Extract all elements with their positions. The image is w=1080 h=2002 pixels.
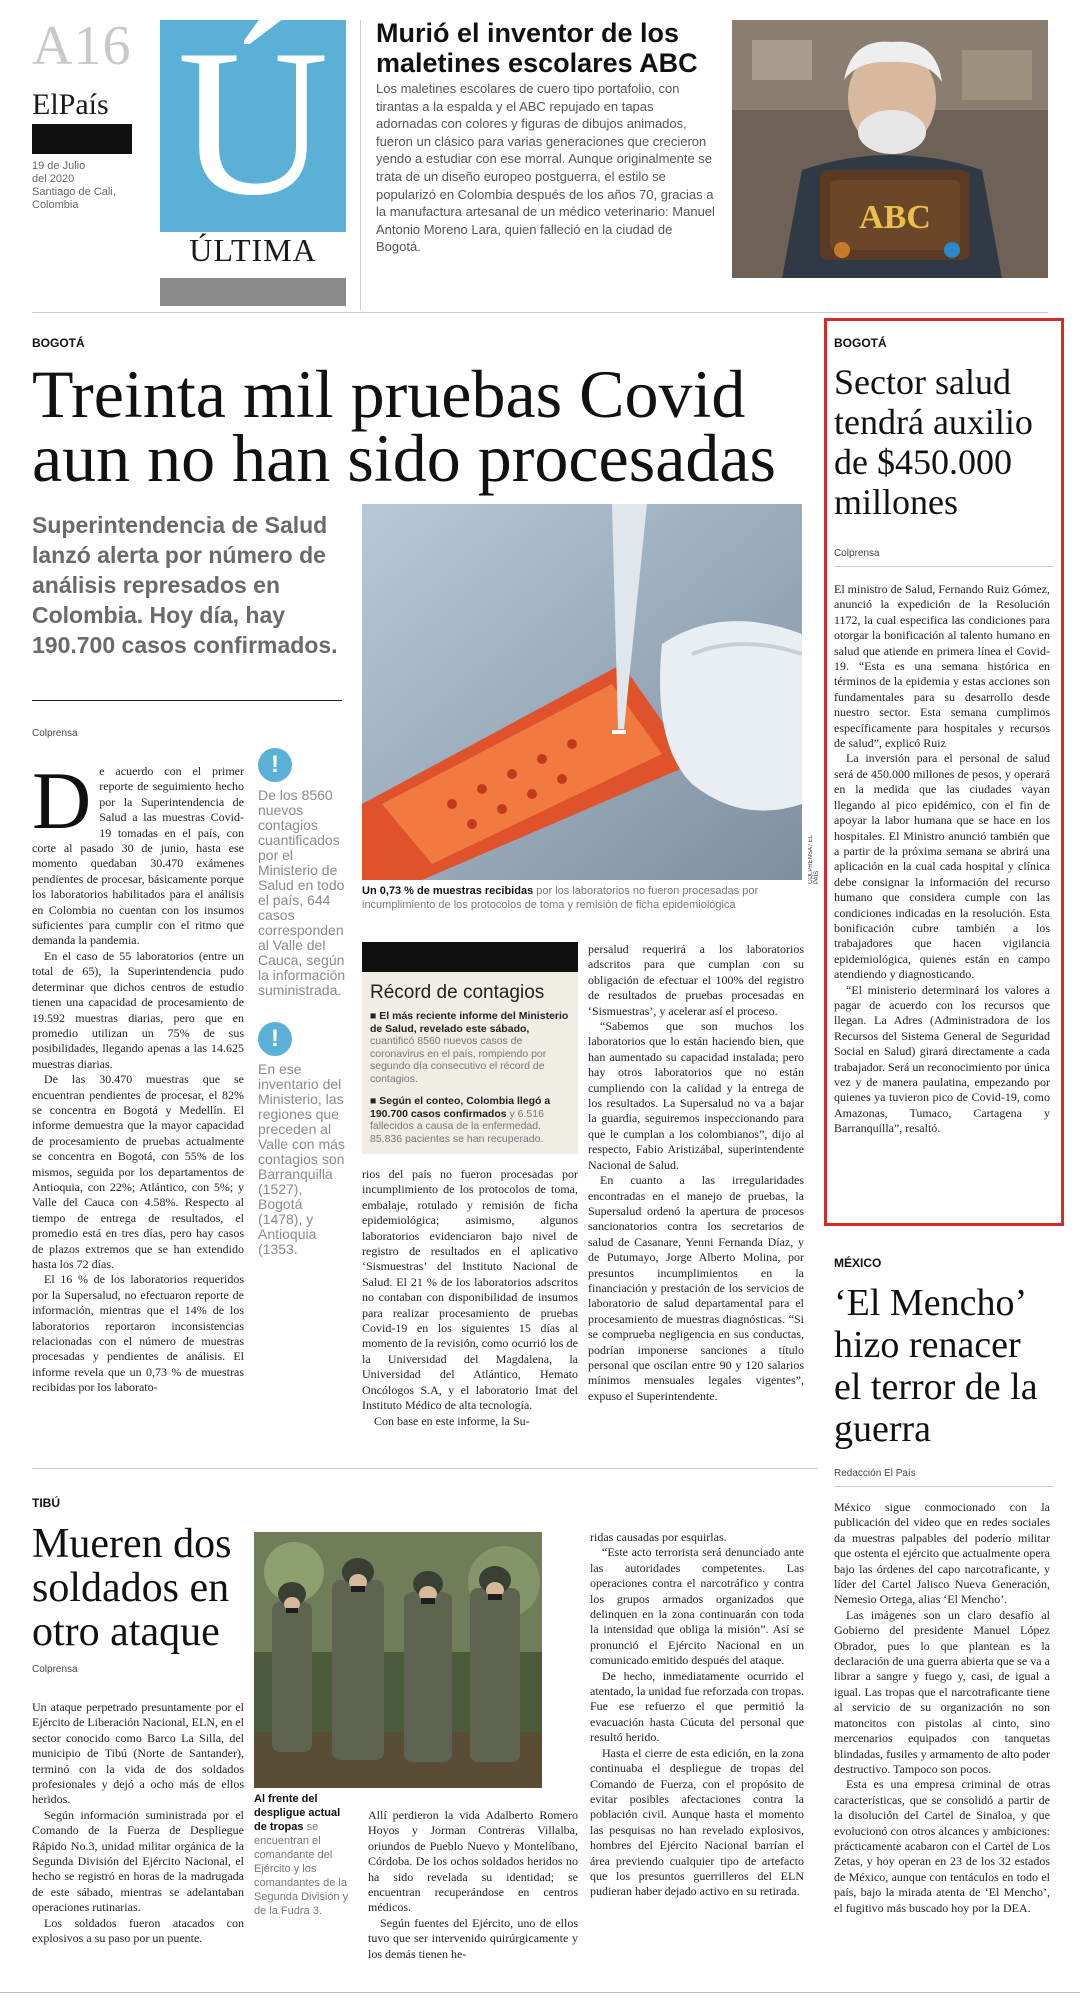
main-story-paragraph: Con base en este informe, la Su- xyxy=(374,1413,530,1428)
top-story-body: Los maletines escolares de cuero tipo portafolio, con tirantas a la espalda y el ABC repujado en tapas adornadas con colores y figuras de dibujos animados, fueron un clásico para varias generaciones que crecieron yendo a estudiar con ese morral. Aunque originalmente se trata de un diseño europeo postguerra, el estilo se popularizó en Colombia después de los años 70, gracias a la manufactura artesanal de un médico veterinario: Manuel Antonio Moreno Lara, quien falleció en la ciudad de Bogotá. xyxy=(376,81,715,255)
page-bottom-rule xyxy=(0,1992,1080,1993)
bottom-story-paragraph: Un ataque perpetrado presuntamente por el Ejército de Liberación Nacional, ELN, en el sector conocido como Barco La Silla, del municipio de Tibú (Norte de Santander), terminó con la vida de dos soldados profesionales y dejó a ocho más de ellos heridos. xyxy=(32,1700,244,1807)
photo-credit: COLPRENSA / EL PAÍS xyxy=(808,835,820,884)
main-story-paragraph: El 16 % de los laboratorios requeridos por la Supersalud, no efectuaron reporte de información, mientras que el 14% de los laboratorios reportaron inconsistencias relacionadas con el número de muestras procesadas y pendientes de análisis. El informe revela que un 0,73 % de muestras recibidas por los laborato- xyxy=(32,1272,244,1395)
right-story-2-kicker: MÉXICO xyxy=(834,1256,882,1270)
right-story-2-byline: Redacción El País xyxy=(834,1468,916,1479)
bottom-story-paragraph: “Este acto terrorista será denunciado ante las autoridades competentes. Las operaciones contra el narcotráfico y contra los grupos armados organizados que delinquen en la zona continuarán con toda la intensidad que obliga la misión”. Así se pronunció el Ejército Nacional en un comunicado emitido después del ataque. xyxy=(590,1545,804,1668)
bottom-story-column-3 xyxy=(590,1530,804,1900)
bottom-rule xyxy=(32,1468,818,1469)
bottom-story-kicker: TIBÚ xyxy=(32,1496,60,1510)
record-item: ■ El más reciente informe del Ministerio de Salud, revelado este sábado, cuantificó 8560 nuevos casos de coronavirus en el país, rompiendo por segundo día consecutivo el récord de contagios. xyxy=(370,1010,569,1085)
pipette-lab-photo xyxy=(362,504,802,880)
bottom-story-paragraph: ridas causadas por esquirlas. xyxy=(590,1530,727,1544)
caption-bold: Al frente del despligue actual de tropas xyxy=(254,1793,341,1833)
bottom-story-column-2 xyxy=(368,1808,578,1962)
newspaper-brand: ElPaís xyxy=(32,88,109,121)
bottom-story-paragraph: Los soldados fueron atacados con explosivos a su paso por un puente. xyxy=(32,1915,244,1946)
record-item-text: cuantificó 8560 nuevos casos de coronavirus en el país, rompiendo por segundo día consecutivo el récord de contagios. xyxy=(370,1035,547,1085)
right-story-2-paragraph: Las imágenes son un claro desafío al Gobierno del presidente Manuel López Obrador, pues lo que plantean es la declaración de una guerra abierta que se va a librar a sangre y fuego y, casi, de igual a igual. Las tropas que el narcotraficante tiene al servicio de su organización no son matoncitos con pistolas al cinto, sino mercenarios equipados con tanquetas blindadas, fusiles y armamento de alto poder destructivo. Tampoco son pocos. xyxy=(834,1607,1050,1776)
section-logo-letter: Ú xyxy=(177,7,329,239)
bottom-story-headline[interactable]: Mueren dos soldados en otro ataque xyxy=(32,1521,232,1655)
record-item-bold: Según el conteo, Colombia llegó a 190.700 casos confirmados xyxy=(370,1095,551,1120)
main-story-headline[interactable]: Treinta mil pruebas Covid aun no han sido procesadas xyxy=(32,356,777,496)
main-story-column-1 xyxy=(32,755,244,1396)
right-story-paragraph: La inversión para el personal de salud será de 450.000 millones de pesos, y operará en la medida que las ciudades vayan llegando al pico epidémico, con el fin de apoyar la labor humana que se hace en los hospitales. El Ministro anunció también que a partir de la próxima semana se abrirá una aplicación en la cual cada hospital y clínica debe consignar la información del recurso humano que considera cumple con las condiciones indicadas en la resolución. Esta bonificación cubre también a los trabajadores que hacen vigilancia epidemiológica, quienes están en campo atendiendo y diagnosticando. xyxy=(834,751,1050,982)
main-story-paragraph: De las 30.470 muestras que se encuentran pendientes de procesar, el 82% se concentra en Bogotá y Medellín. El informe demuestra que la mayor capacidad de procesamiento de pruebas actualmente se concentra en Bogotá, con 55% de los mismos, seguida por los departamentos de Antioquia, con 22%; Atlántico, con 5%; y Valle del Cauca con 4.58%. Respecto al tiempo de entrega de resultados, el promedio está en tres días, pero hay casos de plazos extremos que se han extendido hasta los 72 días. xyxy=(32,1072,244,1271)
section-name: ÚLTIMA xyxy=(189,232,317,268)
right-story-2-rule xyxy=(834,1486,1054,1487)
right-story-2-paragraph: Esta es una empresa criminal de otras características, que se consolidó a partir de la disolución del Cartel de Sinaloa, y que evolucionó con otros alcances y ambiciones: prácticamente acabaron con el Cartel de Los Zetas, y hoy operan en 23 de los 32 estados de México, aunque con tentáculos en todo el país, bajo la mirada atenta de ‘El Mencho’, el fugitivo más buscado hoy por la DEA. xyxy=(834,1777,1050,1915)
caption-bold: Un 0,73 % de muestras recibidas xyxy=(362,885,534,897)
right-story-headline[interactable]: Sector salud tendrá auxilio de $450.000 millones xyxy=(834,362,1033,522)
main-story-paragraph: rios del país no fueron procesadas por incumplimiento de los protocolos de toma, embalaje, rotulado y remisión de ficha epidemiológica; asimismo, algunos laboratorios evidenciaron bajo nivel de registro de resultados en el aplicativo ‘Sismuestras’ del Instituto Nacional de Salud. El 21 % de los laboratorios adscritos no contaban con disponibilidad de insumos para realizar procesamiento de pruebas Covid-19 en los siguientes 15 días al momento de la revisión, como ocurrió los de la Universidad del Magdalena, la Universidad del Atlántico, Hemato Oncólogos S.A, y el laboratorio Imat del Instituto Médico de alta tecnología. xyxy=(362,1167,578,1413)
right-story-rule xyxy=(834,566,1054,567)
top-story-headline[interactable]: Murió el inventor de los maletines escolares ABC xyxy=(376,18,698,78)
soldiers-photo-caption xyxy=(254,1792,354,1918)
soldiers-photo xyxy=(254,1532,542,1788)
photo-abc-badge: ABC xyxy=(859,199,931,236)
bottom-story-paragraph: Hasta el cierre de esta edición, en la zona continuaba el despliegue de tropas del Comando de Fuerza, con el propósito de evitar posibles afectaciones contra la población civil. Aunque hasta el momento las pesquisas no han revelado explosivos, hombres del Ejército Nacional barrían el área previendo cualquier tipo de artefacto que los presuntos guerrilleros del ELN pudieran haber dejado activo en su retirada. xyxy=(590,1745,804,1899)
right-story-2-headline[interactable]: ‘El Mencho’ hizo renacer el terror de la guerra xyxy=(834,1282,1038,1450)
caption-text: se encuentran el comandante del Ejército y los comandantes de la Segunda División y de la Fudra 3. xyxy=(254,1821,349,1917)
year-text: del 2020 xyxy=(32,173,75,185)
main-story-kicker: BOGOTÁ xyxy=(32,336,85,350)
right-story-2-paragraph: México sigue conmocionado con la publicación del video que en redes sociales da muestras palpables del poderío militar que ostenta el ejército que actualmente opera bajo las órdenes del capo narcotraficante, y líder del Cartel Jalisco Nueva Generación, Nemesio Ortega, alias ‘El Mencho’. xyxy=(834,1500,1050,1607)
right-story-paragraph: “El ministerio determinará los valores a pagar de acuerdo con los recursos que llegan. La Adres (Administradora de los Recursos del Sistema General de Seguridad Social en Salud) girará directamente a cada trabajador. Será un reconocimiento por única vez y de manera paulatina, empezando por quienes ya tuvieron pico de Covid-19, como Amazonas, Tumaco, Cartagena y Barranquilla”, resaltó. xyxy=(834,982,1050,1136)
section-gray-bar xyxy=(160,278,346,306)
main-story-paragraph: “Sabemos que son muchos los laboratorios que lo están haciendo bien, que han aumentado su capacidad instalada; pero hay otros laboratorios que no están cumpliendo con la calidad y la entrega de los resultados. La Supersalud no va a bajar la guardia, seguiremos inspeccionando para que le cumplan a los colombianos”, dijo al respecto, Fabio Aristizábal, superintendente Nacional de Salud. xyxy=(588,1019,804,1172)
top-rule xyxy=(32,312,1048,313)
bottom-story-paragraph: Allí perdieron la vida Adalberto Romero Hoyos y Jorman Contreras Villalba, oriundos de Pueblo Nuevo y Montelíbano, Córdoba. De los ochos soldados heridos no ha sido revelada su identidad; se encuentran recuperándose en centros médicos. xyxy=(368,1808,578,1915)
exclamation-icon: ! xyxy=(258,1022,292,1056)
sidebar-notes xyxy=(258,748,348,1257)
main-story-column-3 xyxy=(362,1167,578,1429)
right-story-paragraph: El ministro de Salud, Fernando Ruiz Gómez, anunció la expedición de la Resolución 1172, la cual especifica las condiciones para otorgar la bonificación al talento humano en salud que atiende en primera línea el Covid-19. “Esta es una semana histórica en términos de la epidemia y estas acciones son fundamentales para su desarrollo desde nuestro sector. Esta semana cumplimos específicamente para hospitales y recursos de salud”, explicó Ruiz xyxy=(834,582,1050,751)
bottom-story-column-1 xyxy=(32,1700,244,1947)
right-story-2-body xyxy=(834,1500,1050,1916)
city-text: Santiago de Cali, xyxy=(32,186,116,198)
bottom-story-paragraph: De hecho, inmediatamente ocurrido el atentado, la unidad fue reforzada con tropas. Fue ese refuerzo el que permitió la evacuación hasta Cúcuta del personal que resultó herido. xyxy=(590,1668,804,1745)
record-item: ■ Según el conteo, Colombia llegó a 190.700 casos confirmados y 6.516 fallecidos a causa de la enfermedad. 85.836 pacientes se han recuperado. xyxy=(370,1095,551,1145)
sidebar-note-2: En ese inventario del Ministerio, las regiones que preceden al Valle con más contagios son Barranquilla (1527), Bogotá (1478), y Antioquia (1353. xyxy=(258,1061,345,1257)
record-item-bold: El más reciente informe del Ministerio de Salud, revelado este sábado, xyxy=(370,1010,569,1035)
record-box-title: Récord de contagios xyxy=(370,982,545,1003)
bottom-story-byline: Colprensa xyxy=(32,1664,78,1675)
main-story-column-4 xyxy=(588,942,804,1404)
top-story-photo xyxy=(732,20,1048,278)
bottom-story-paragraph: Según fuentes del Ejército, uno de ellos tuvo que ser intervenido quirúrgicamente y los demás tienen he- xyxy=(368,1915,578,1961)
bottom-story-paragraph: Según información suministrada por el Comando de la Fuerza de Despliegue Rápido No.3, unidad militar orgánica de la Segunda División del Ejército Nacional, el hecho se registró en horas de la madrugada de este sábado, mientras se adelantaban operaciones rutinarias. xyxy=(32,1807,244,1915)
date-text: 19 de Julio xyxy=(32,160,86,172)
main-story-subheadline: Superintendencia de Salud lanzó alerta por número de análisis represados en Colombia. Hoy día, hay 190.700 casos confirmados. xyxy=(32,512,338,658)
dateline xyxy=(32,160,142,212)
caption-text: por los laboratorios no fueron procesadas por incumplimiento de los protocolos de toma y remisión de ficha epidemiológica xyxy=(362,885,759,911)
subheadline-rule xyxy=(32,700,342,701)
main-story-paragraph: En cuanto a las irregularidades encontradas en el manejo de pruebas, la Supersalud ordenó la apertura de procesos sancionatorios contra los secretarios de salud de Casanare, Yenni Fernanda Díaz, y de Putumayo, Jorge Alberto Molina, por presuntos incumplimientos en la financiación y prestación de los servicios de laboratorio de salud departamental para el procesamiento de muestras diagnósticas. “Si se comprueba negligencia en sus conductas, podrían imponerse sanciones a título personal que oscilan entre 90 y 120 salarios mínimos mensuales legales vigentes”, expuso el Superintendente. xyxy=(588,1173,804,1403)
right-story-body xyxy=(834,582,1050,1137)
sidebar-note-1: De los 8560 nuevos contagios cuantificados por el Ministerio de Salud en todo el país, 644 casos corresponden al Valle del Cauca, según la información suministrada. xyxy=(258,787,346,998)
right-story-kicker: BOGOTÁ xyxy=(834,336,887,350)
exclamation-icon: ! xyxy=(258,748,292,782)
main-story-paragraph: e acuerdo con el primer reporte de seguimiento hecho por la Superintendencia de Salud a las muestras Covid-19 tomadas en el país, con corte al pasado 30 de junio, hasta ese momento quedaban 30.470 exámenes pendientes de procesar, básicamente porque los laboratorios habilitados para el análisis en Colombia no cuentan con los insumos suficientes para cumplir con el ritmo que demanda la pandemia. xyxy=(32,764,244,948)
record-box-items xyxy=(370,1010,570,1145)
main-photo-caption xyxy=(362,884,792,912)
masthead-divider xyxy=(360,20,361,310)
main-story-paragraph: persalud requerirá a los laboratorios adscritos para que cumplan con su obligación de efectuar el 100% del registro de resultados de pruebas procesadas en ‘Sismuestras’, y acelerar así el proceso. xyxy=(588,942,804,1018)
page-number: A16 xyxy=(32,15,132,77)
main-story-byline: Colprensa xyxy=(32,728,78,739)
record-item-text: y 6.516 fallecidos a causa de la enfermedad. 85.836 pacientes se han recuperado. xyxy=(370,1107,544,1145)
drop-cap: D xyxy=(32,755,92,846)
main-story-paragraph: En el caso de 55 laboratorios (entre un total de 65), la Superintendencia pudo determinar que dichos centros de estudio tienen una capacidad de procesamiento de 19.592 muestras diarias, pero que en promedio utilizan un 75% de sus posibilidades, llegando apenas a las 14.625 muestras diarias. xyxy=(32,948,244,1071)
country-text: Colombia xyxy=(32,199,79,211)
masthead-black-bar xyxy=(32,124,132,154)
right-story-byline: Colprensa xyxy=(834,548,880,559)
record-box-bar xyxy=(362,942,578,972)
